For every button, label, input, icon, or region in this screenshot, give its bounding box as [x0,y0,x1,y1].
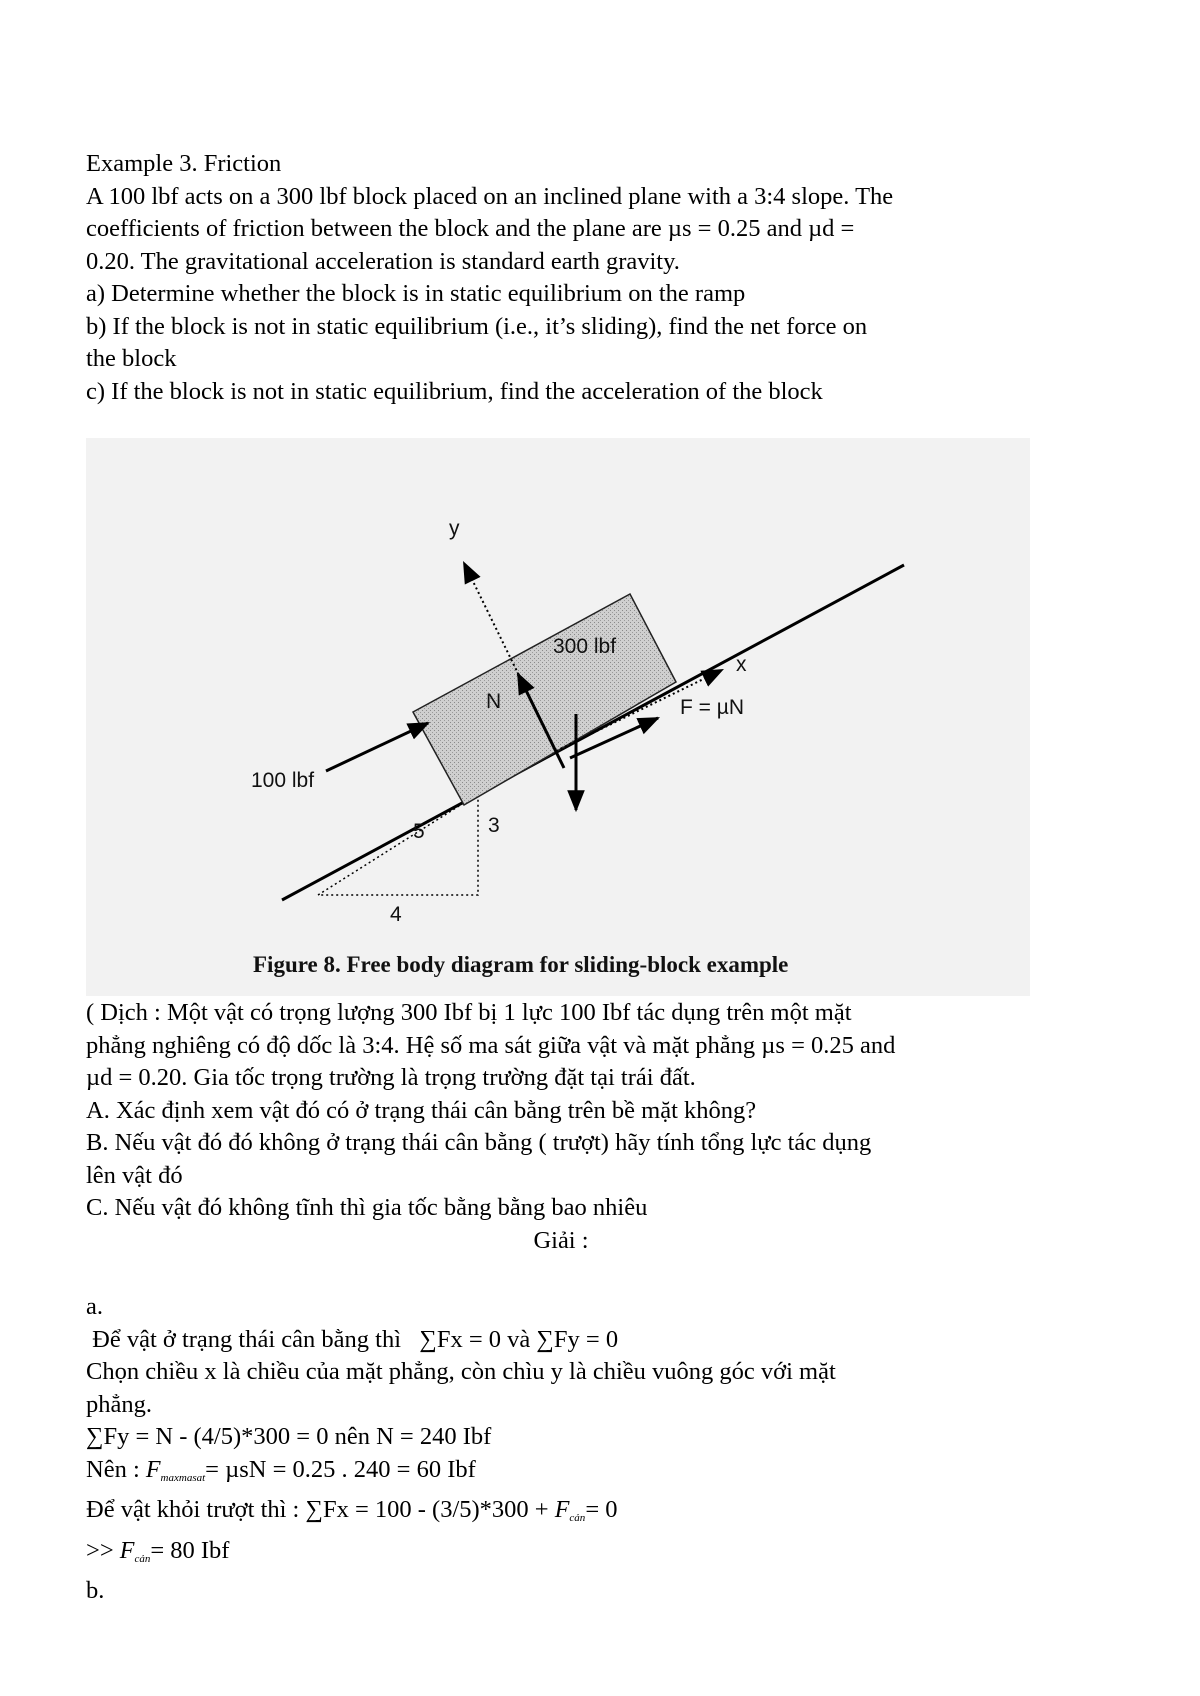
figure-caption: Figure 8. Free body diagram for sliding-block example [253,952,789,977]
solution-line: phẳng. [86,1390,152,1418]
slope-rise-label: 3 [488,814,500,837]
problem-line: b) If the block is not in static equilibrium (i.e., it’s sliding), find the net force on [86,312,868,340]
translation-line: ( Dịch : Một vật có trọng lượng 300 Ibf bị 1 lực 100 Ibf tác dụng trên một mặt [86,999,852,1026]
solution-text: = µsN = 0.25 . 240 = 60 Ibf [205,1455,476,1483]
free-body-diagram-figure [86,438,1030,996]
problem-line: c) If the block is not in static equilibrium, find the acceleration of the block [86,377,823,405]
translation-line: µd = 0.20. Gia tốc trọng trường là trọng trường đặt tại trái đất. [86,1064,696,1091]
problem-title: Example 3. Friction [86,150,282,177]
solution-text: >> [86,1536,120,1564]
x-axis-label: x [736,653,747,676]
normal-label: N [486,690,502,713]
solution-line [86,1494,1036,1535]
solution-text: Để vật khỏi trượt thì : ∑Fx = 100 - (3/5)*300 + [86,1496,555,1523]
problem-line: a) Determine whether the block is in static equilibrium on the ramp [86,280,746,307]
problem-line: A 100 lbf acts on a 300 lbf block placed on an inclined plane with a 3:4 slope. The [86,182,894,210]
resisting-force-symbol: Fcản [554,1497,586,1524]
solution-line: ∑Fy = N - (4/5)*300 = 0 nên N = 240 Ibf [86,1423,492,1450]
translation-line: lên vật đó [86,1161,183,1189]
translation [86,997,1036,1257]
solution-line: Chọn chiều x là chiều của mặt phẳng, còn chìu y là chiều vuông góc với mặt [86,1358,836,1385]
translation-line: B. Nếu vật đó đó không ở trạng thái cân bằng ( trượt) hãy tính tổng lực tác dụng [86,1129,872,1156]
slope-run-label: 4 [390,903,402,926]
problem-line: coefficients of friction between the block and the plane are µs = 0.25 and µd = [86,215,855,242]
solution-line [86,1454,1036,1495]
part-a-label: a. [86,1293,103,1320]
max-friction-symbol: Fmaxmasat [145,1456,206,1484]
solution-line [86,1535,1036,1576]
applied-force-arrow [326,723,428,771]
friction-label: F = µN [680,696,745,719]
solution-heading: Giải : [533,1226,589,1254]
part-b-label: b. [86,1577,105,1604]
solution-line: Để vật ở trạng thái cân bằng thì ∑Fx = 0 và ∑Fy = 0 [86,1325,619,1353]
problem-line: the block [86,345,177,372]
solution-text: = 0 [585,1496,618,1523]
translation-line: C. Nếu vật đó không tĩnh thì gia tốc bằng bằng bao nhiêu [86,1194,648,1221]
slope-hypotenuse-label: 5 [413,820,425,843]
problem-statement [86,148,1036,408]
slope-triangle [318,794,478,895]
y-axis-label: y [449,517,460,540]
solution [86,1291,1036,1608]
weight-label: 300 lbf [553,635,617,658]
solution-text: = 80 Ibf [150,1536,230,1564]
resisting-force-symbol: Fcản [119,1537,151,1565]
block [413,594,676,805]
problem-line: 0.20. The gravitational acceleration is standard earth gravity. [86,247,680,275]
translation-line: A. Xác định xem vật đó có ở trạng thái cân bằng trên bề mặt không? [86,1096,757,1124]
applied-force-label: 100 lbf [251,769,315,792]
translation-line: phẳng nghiêng có độ dốc là 3:4. Hệ số ma sát giữa vật và mặt phẳng µs = 0.25 and [86,1031,896,1059]
solution-text: Nên : [86,1455,146,1483]
